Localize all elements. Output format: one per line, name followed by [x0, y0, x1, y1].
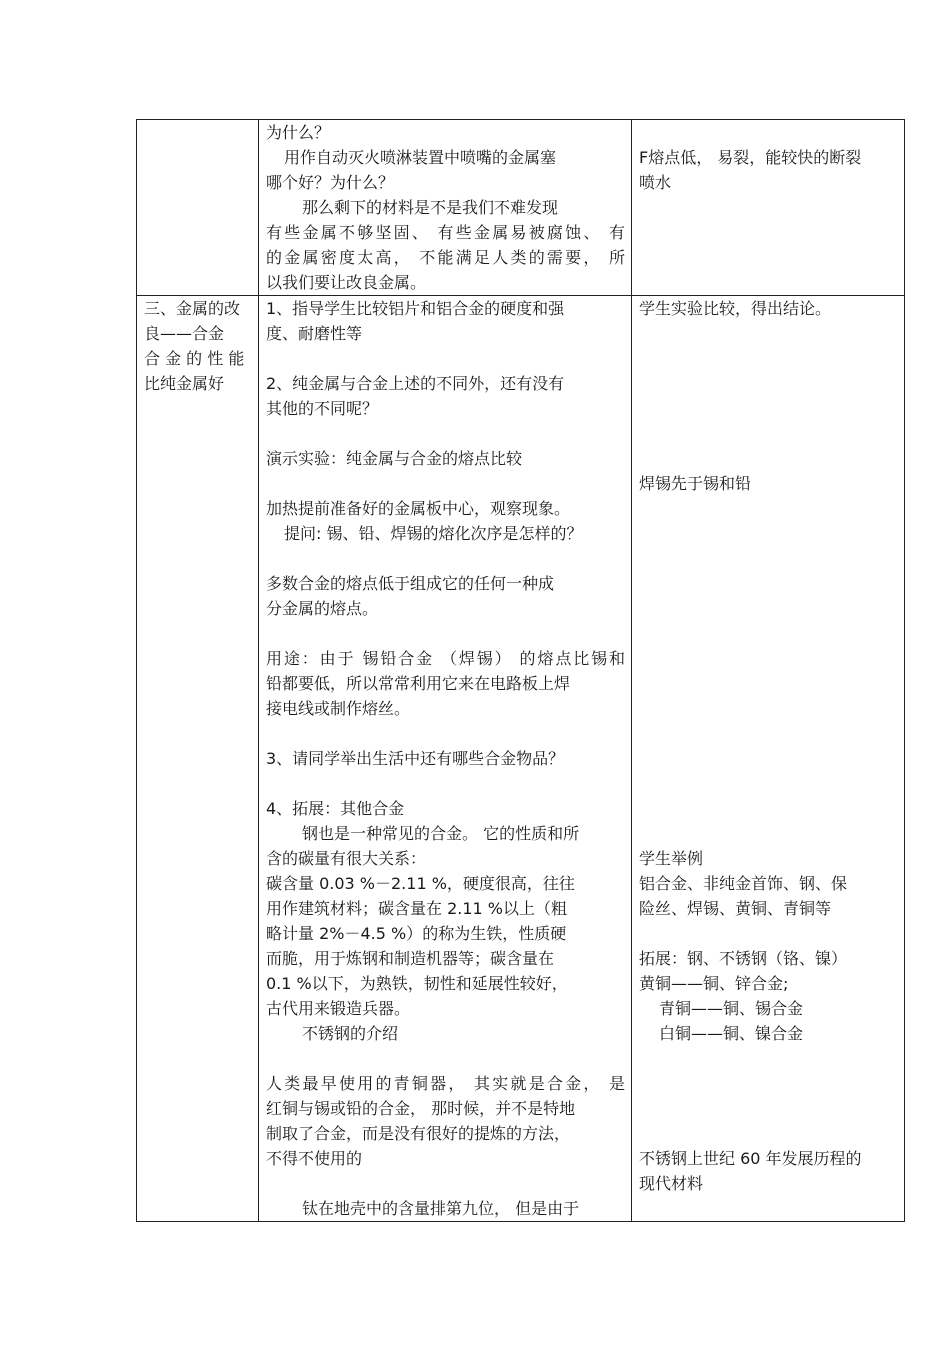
text-line: [639, 771, 898, 796]
text-line: 险丝、焊锡、黄铜、青铜等: [639, 899, 832, 918]
text-line: [639, 571, 898, 596]
student-activity-cell: [632, 296, 905, 1222]
text-line: [639, 321, 898, 346]
text-line: 0.1 %以下，为熟铁，韧性和延展性较好，: [266, 974, 568, 993]
text-line: 焊锡先于锡和铅: [639, 474, 752, 493]
text-line: [639, 596, 898, 621]
text-line: 4、拓展：其他合金: [266, 799, 405, 818]
text-line: 3、请同学举出生活中还有哪些合金物品？: [266, 749, 565, 768]
text-line: 分金属的熔点。: [266, 599, 379, 618]
text-line: 接电线或制作熔丝。: [266, 699, 411, 718]
text-line: 的金属密度太高， 不能满足人类的需要， 所: [266, 248, 625, 267]
text-line: 而脆，用于炼钢和制造机器等；碳含量在: [266, 949, 555, 968]
text-line: [266, 1046, 625, 1071]
text-line: 不锈钢上世纪 60 年发展历程的: [639, 1149, 862, 1168]
section-title-line: 比纯金属好: [144, 374, 225, 393]
text-line: [639, 746, 898, 771]
text-line: 略计量 2%－4.5 %）的称为生铁，性质硬: [266, 924, 567, 943]
text-line: 白铜——铜、镍合金: [659, 1024, 804, 1043]
text-line: [266, 471, 625, 496]
text-line: 1、指导学生比较铝片和铝合金的硬度和强: [266, 299, 565, 318]
text-line: [639, 371, 898, 396]
text-line: [639, 921, 898, 946]
section-title-line: 良——合金: [144, 324, 225, 343]
text-line: [639, 621, 898, 646]
text-line: 用作自动灭火喷淋装置中喷嘴的金属塞: [284, 148, 557, 167]
text-line: 人类最早使用的青铜器， 其实就是合金， 是: [266, 1074, 625, 1093]
text-line: 多数合金的熔点低于组成它的任何一种成: [266, 574, 555, 593]
text-line: 哪个好？为什么？: [266, 173, 395, 192]
text-line: [639, 646, 898, 671]
text-line: 不锈钢的介绍: [302, 1024, 399, 1043]
text-line: 古代用来锻造兵器。: [266, 999, 411, 1018]
text-line: 提问: 锡、铅、焊锡的熔化次序是怎样的？: [284, 524, 583, 543]
text-line: [266, 621, 625, 646]
text-line: 度、耐磨性等: [266, 324, 363, 343]
table-row: [137, 296, 905, 1222]
text-line: [639, 1096, 898, 1121]
teacher-activity-cell: [259, 296, 632, 1222]
text-line: 钛在地壳中的含量排第九位， 但是由于: [302, 1199, 580, 1218]
text-line: 现代材料: [639, 1174, 704, 1193]
text-line: [639, 396, 898, 421]
text-line: [266, 721, 625, 746]
text-line: [639, 796, 898, 821]
text-line: [639, 421, 898, 446]
section-cell: [137, 296, 259, 1222]
text-line: 青铜——铜、锡合金: [659, 999, 804, 1018]
text-line: 拓展：钢、不锈钢（铬、镍）: [639, 949, 848, 968]
text-line: 学生实验比较，得出结论。: [639, 299, 832, 318]
text-line: [639, 821, 898, 846]
text-line: [266, 771, 625, 796]
section-title-line: 三、金属的改: [144, 299, 241, 318]
text-line: [266, 346, 625, 371]
text-line: 为什么？: [266, 123, 331, 142]
text-line: [639, 546, 898, 571]
text-line: 加热提前准备好的金属板中心，观察现象。: [266, 499, 571, 518]
text-line: 红铜与锡或铅的合金， 那时候，并不是特地: [266, 1099, 576, 1118]
text-line: [639, 721, 898, 746]
text-line: 学生举例: [639, 849, 704, 868]
text-line: [639, 1046, 898, 1071]
text-line: 那么剩下的材料是不是我们不难发现: [302, 198, 559, 217]
text-line: F熔点低， 易裂，能较快的断裂: [639, 148, 862, 167]
text-line: 不得不使用的: [266, 1149, 363, 1168]
lesson-plan-table: [136, 119, 905, 1222]
text-line: [639, 120, 898, 145]
text-line: 铝合金、非纯金首饰、钢、保: [639, 874, 848, 893]
text-line: [639, 446, 898, 471]
text-line: 2、纯金属与合金上述的不同外，还有没有: [266, 374, 565, 393]
text-line: 喷水: [639, 173, 672, 192]
text-line: [266, 421, 625, 446]
text-line: 其他的不同呢？: [266, 399, 379, 418]
student-activity-cell: [632, 120, 905, 296]
text-line: [639, 696, 898, 721]
text-line: [266, 546, 625, 571]
text-line: 用途：由于 锡铅合金 （焊锡） 的熔点比锡和: [266, 649, 625, 668]
teacher-activity-cell: [259, 120, 632, 296]
text-line: 钢也是一种常见的合金。 它的性质和所: [302, 824, 580, 843]
text-line: 以我们要让改良金属。: [266, 273, 427, 292]
text-line: [639, 671, 898, 696]
text-line: [639, 496, 898, 521]
text-line: 有些金属不够坚固、 有些金属易被腐蚀、 有: [266, 223, 625, 242]
section-title-line: 合 金 的 性 能: [144, 349, 245, 368]
text-line: [639, 346, 898, 371]
text-line: [266, 1171, 625, 1196]
text-line: [639, 1071, 898, 1096]
text-line: 含的碳量有很大关系：: [266, 849, 427, 868]
text-line: 碳含量 0.03 %－2.11 %，硬度很高，往往: [266, 874, 575, 893]
text-line: 制取了合金，而是没有很好的提炼的方法，: [266, 1124, 571, 1143]
text-line: [639, 521, 898, 546]
text-line: 用作建筑材料；碳含量在 2.11 %以上（粗: [266, 899, 568, 918]
text-line: 铅都要低，所以常常利用它来在电路板上焊: [266, 674, 571, 693]
text-line: [639, 1121, 898, 1146]
table-row: [137, 120, 905, 296]
text-line: 演示实验：纯金属与合金的熔点比较: [266, 449, 523, 468]
section-cell: [137, 120, 259, 296]
text-line: 黄铜——铜、锌合金;: [639, 974, 789, 993]
